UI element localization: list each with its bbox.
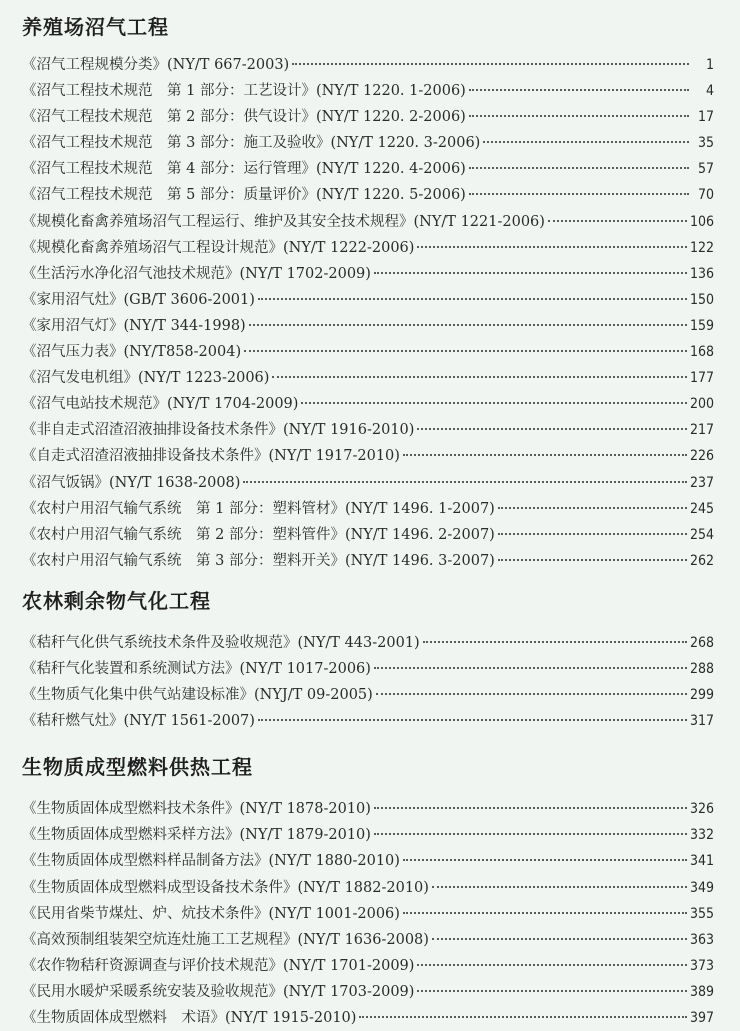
toc-entry[interactable] [22, 496, 714, 522]
toc-entry[interactable] [22, 796, 714, 822]
toc-entry-title: 《民用省柴节煤灶、炉、炕技术条件》(NY/T 1001-2006) [22, 905, 400, 922]
leader-dots [376, 693, 687, 695]
toc-entry-page: 349 [689, 879, 714, 896]
toc-entry[interactable] [22, 313, 714, 339]
leader-dots [249, 324, 687, 326]
leader-dots [548, 220, 687, 222]
toc-entry-page: 70 [697, 187, 714, 204]
toc-entry-page: 17 [697, 109, 714, 126]
leader-dots [359, 1016, 687, 1018]
toc-entry-page: 106 [689, 213, 714, 230]
leader-dots [403, 912, 687, 914]
toc-entry-title: 《非自走式沼渣沼液抽排设备技术条件》(NY/T 1916-2010) [22, 422, 415, 439]
toc-entry[interactable] [22, 261, 714, 287]
section-title-biogas: 养殖场沼气工程 [22, 15, 169, 39]
toc-entry-title: 《生物质固体成型燃料成型设备技术条件》(NY/T 1882-2010) [22, 879, 429, 896]
leader-dots [417, 246, 687, 248]
toc-entry-title: 《生物质固体成型燃料 术语》(NY/T 1915-2010) [22, 1010, 357, 1026]
leader-dots [469, 193, 689, 195]
toc-entry-page: 1 [705, 57, 714, 73]
toc-list-gasification [22, 630, 714, 734]
toc-entry[interactable] [22, 708, 714, 734]
toc-entry-page: 177 [689, 370, 714, 387]
toc-entry[interactable] [22, 848, 714, 874]
toc-entry[interactable] [22, 365, 714, 391]
toc-entry-page: 4 [705, 83, 714, 100]
toc-entry-title: 《秸秆气化供气系统技术条件及验收规范》(NY/T 443-2001) [22, 634, 420, 651]
toc-entry-page: 355 [689, 905, 714, 922]
toc-entry-page: 254 [689, 526, 714, 543]
toc-entry-page: 317 [689, 713, 714, 730]
leader-dots [423, 641, 687, 643]
toc-entry[interactable] [22, 52, 714, 78]
leader-dots [417, 964, 687, 966]
toc-entry-title: 《秸秆气化装置和系统测试方法》(NY/T 1017-2006) [22, 660, 371, 677]
toc-entry[interactable] [22, 156, 714, 182]
toc-entry-title: 《生物质固体成型燃料技术条件》(NY/T 1878-2010) [22, 801, 371, 818]
toc-entry-page: 268 [689, 634, 714, 651]
toc-entry[interactable] [22, 470, 714, 496]
toc-entry-title: 《沼气工程规模分类》(NY/T 667-2003) [22, 57, 290, 73]
toc-entry-page: 341 [689, 853, 714, 870]
leader-dots [374, 667, 687, 669]
toc-entry[interactable] [22, 927, 714, 953]
toc-entry-page: 122 [689, 239, 714, 256]
toc-entry-title: 《沼气工程技术规范 第 2 部分：供气设计》(NY/T 1220. 2-2006) [22, 109, 466, 126]
leader-dots [403, 859, 687, 861]
leader-dots [258, 719, 687, 721]
toc-entry-page: 245 [689, 500, 714, 517]
toc-entry-page: 326 [689, 801, 714, 818]
leader-dots [374, 833, 687, 835]
toc-entry[interactable] [22, 875, 714, 901]
toc-entry-page: 373 [689, 957, 714, 974]
leader-dots [417, 990, 687, 992]
toc-entry-title: 《生物质气化集中供气站建设标准》(NYJ/T 09-2005) [22, 687, 373, 704]
toc-entry[interactable] [22, 209, 714, 235]
toc-entry-page: 226 [689, 448, 714, 465]
leader-dots [374, 807, 687, 809]
toc-entry-page: 150 [689, 291, 714, 308]
toc-entry-page: 389 [689, 983, 714, 1000]
toc-entry-title: 《沼气工程技术规范 第 1 部分：工艺设计》(NY/T 1220. 1-2006) [22, 83, 466, 100]
toc-entry-page: 363 [689, 931, 714, 948]
toc-entry-title: 《农作物秸秆资源调查与评价技术规范》(NY/T 1701-2009) [22, 957, 415, 974]
leader-dots [301, 402, 687, 404]
leader-dots [272, 376, 687, 378]
toc-entry-title: 《农村户用沼气输气系统 第 2 部分：塑料管件》(NY/T 1496. 2-2007) [22, 526, 495, 543]
leader-dots [243, 481, 687, 483]
leader-dots [432, 938, 687, 940]
toc-entry-page: 397 [689, 1010, 714, 1026]
toc-entry[interactable] [22, 682, 714, 708]
toc-entry[interactable] [22, 630, 714, 656]
leader-dots [498, 533, 687, 535]
toc-entry[interactable] [22, 953, 714, 979]
leader-dots [244, 350, 687, 352]
toc-entry[interactable] [22, 443, 714, 469]
toc-entry-title: 《农村户用沼气输气系统 第 3 部分：塑料开关》(NY/T 1496. 3-2007) [22, 552, 495, 569]
toc-entry-page: 237 [689, 474, 714, 491]
toc-entry-page: 332 [689, 827, 714, 844]
leader-dots [498, 559, 687, 561]
toc-entry-title: 《生活污水净化沼气池技术规范》(NY/T 1702-2009) [22, 265, 371, 282]
toc-entry-page: 136 [689, 265, 714, 282]
toc-entry-title: 《生物质固体成型燃料样品制备方法》(NY/T 1880-2010) [22, 853, 400, 870]
leader-dots [432, 886, 687, 888]
toc-entry-page: 262 [689, 552, 714, 569]
toc-entry-title: 《沼气发电机组》(NY/T 1223-2006) [22, 370, 270, 387]
toc-entry[interactable] [22, 1005, 714, 1031]
leader-dots [469, 89, 689, 91]
toc-entry[interactable] [22, 548, 714, 574]
toc-entry-page: 217 [689, 422, 714, 439]
leader-dots [258, 298, 687, 300]
toc-entry[interactable] [22, 104, 714, 130]
toc-entry-page: 35 [697, 135, 714, 152]
toc-entry-title: 《沼气工程技术规范 第 4 部分：运行管理》(NY/T 1220. 4-2006) [22, 161, 466, 178]
leader-dots [403, 454, 687, 456]
section-title-briquette: 生物质成型燃料供热工程 [22, 755, 253, 780]
toc-entry-page: 200 [689, 396, 714, 413]
toc-entry-page: 288 [689, 660, 714, 677]
toc-entry[interactable] [22, 78, 714, 104]
toc-entry-title: 《沼气电站技术规范》(NY/T 1704-2009) [22, 396, 299, 413]
toc-entry[interactable] [22, 130, 714, 156]
toc-entry-page: 168 [689, 344, 714, 361]
toc-entry-title: 《家用沼气灯》(NY/T 344-1998) [22, 317, 246, 334]
toc-entry[interactable] [22, 391, 714, 417]
toc-list-biogas [22, 52, 714, 574]
leader-dots [469, 167, 689, 169]
toc-entry-title: 《家用沼气灶》(GB/T 3606-2001) [22, 291, 255, 308]
toc-entry-title: 《规模化畜禽养殖场沼气工程运行、维护及其安全技术规程》(NY/T 1221-2006) [22, 213, 545, 230]
toc-entry-title: 《高效预制组装架空炕连灶施工工艺规程》(NY/T 1636-2008) [22, 931, 429, 948]
toc-entry-title: 《沼气工程技术规范 第 3 部分：施工及验收》(NY/T 1220. 3-2006) [22, 135, 481, 152]
toc-entry-title: 《沼气压力表》(NY/T858-2004) [22, 344, 242, 361]
toc-entry-page: 159 [689, 317, 714, 334]
section-title-gasification: 农林剩余物气化工程 [22, 588, 211, 613]
toc-list-briquette [22, 796, 714, 1031]
toc-entry-title: 《规模化畜禽养殖场沼气工程设计规范》(NY/T 1222-2006) [22, 239, 415, 256]
toc-entry-title: 《沼气工程技术规范 第 5 部分：质量评价》(NY/T 1220. 5-2006) [22, 187, 466, 204]
leader-dots [292, 63, 689, 65]
toc-entry[interactable] [22, 235, 714, 261]
leader-dots [498, 507, 687, 509]
leader-dots [483, 141, 689, 143]
toc-entry[interactable] [22, 901, 714, 927]
toc-entry-title: 《秸秆燃气灶》(NY/T 1561-2007) [22, 713, 255, 730]
toc-entry[interactable] [22, 979, 714, 1005]
leader-dots [469, 115, 689, 117]
toc-entry-page: 57 [697, 161, 714, 178]
toc-entry[interactable] [22, 287, 714, 313]
toc-entry-title: 《农村户用沼气输气系统 第 1 部分：塑料管材》(NY/T 1496. 1-2007) [22, 500, 495, 517]
toc-entry-page: 299 [689, 687, 714, 704]
leader-dots [374, 272, 687, 274]
leader-dots [417, 428, 687, 430]
toc-entry[interactable] [22, 656, 714, 682]
toc-entry[interactable] [22, 417, 714, 443]
toc-entry-title: 《生物质固体成型燃料采样方法》(NY/T 1879-2010) [22, 827, 371, 844]
toc-entry-title: 《民用水暖炉采暖系统安装及验收规范》(NY/T 1703-2009) [22, 983, 415, 1000]
toc-entry-title: 《沼气饭锅》(NY/T 1638-2008) [22, 474, 241, 491]
toc-entry[interactable] [22, 339, 714, 365]
toc-entry-title: 《自走式沼渣沼液抽排设备技术条件》(NY/T 1917-2010) [22, 448, 400, 465]
toc-entry[interactable] [22, 182, 714, 208]
toc-entry[interactable] [22, 822, 714, 848]
toc-entry[interactable] [22, 522, 714, 548]
